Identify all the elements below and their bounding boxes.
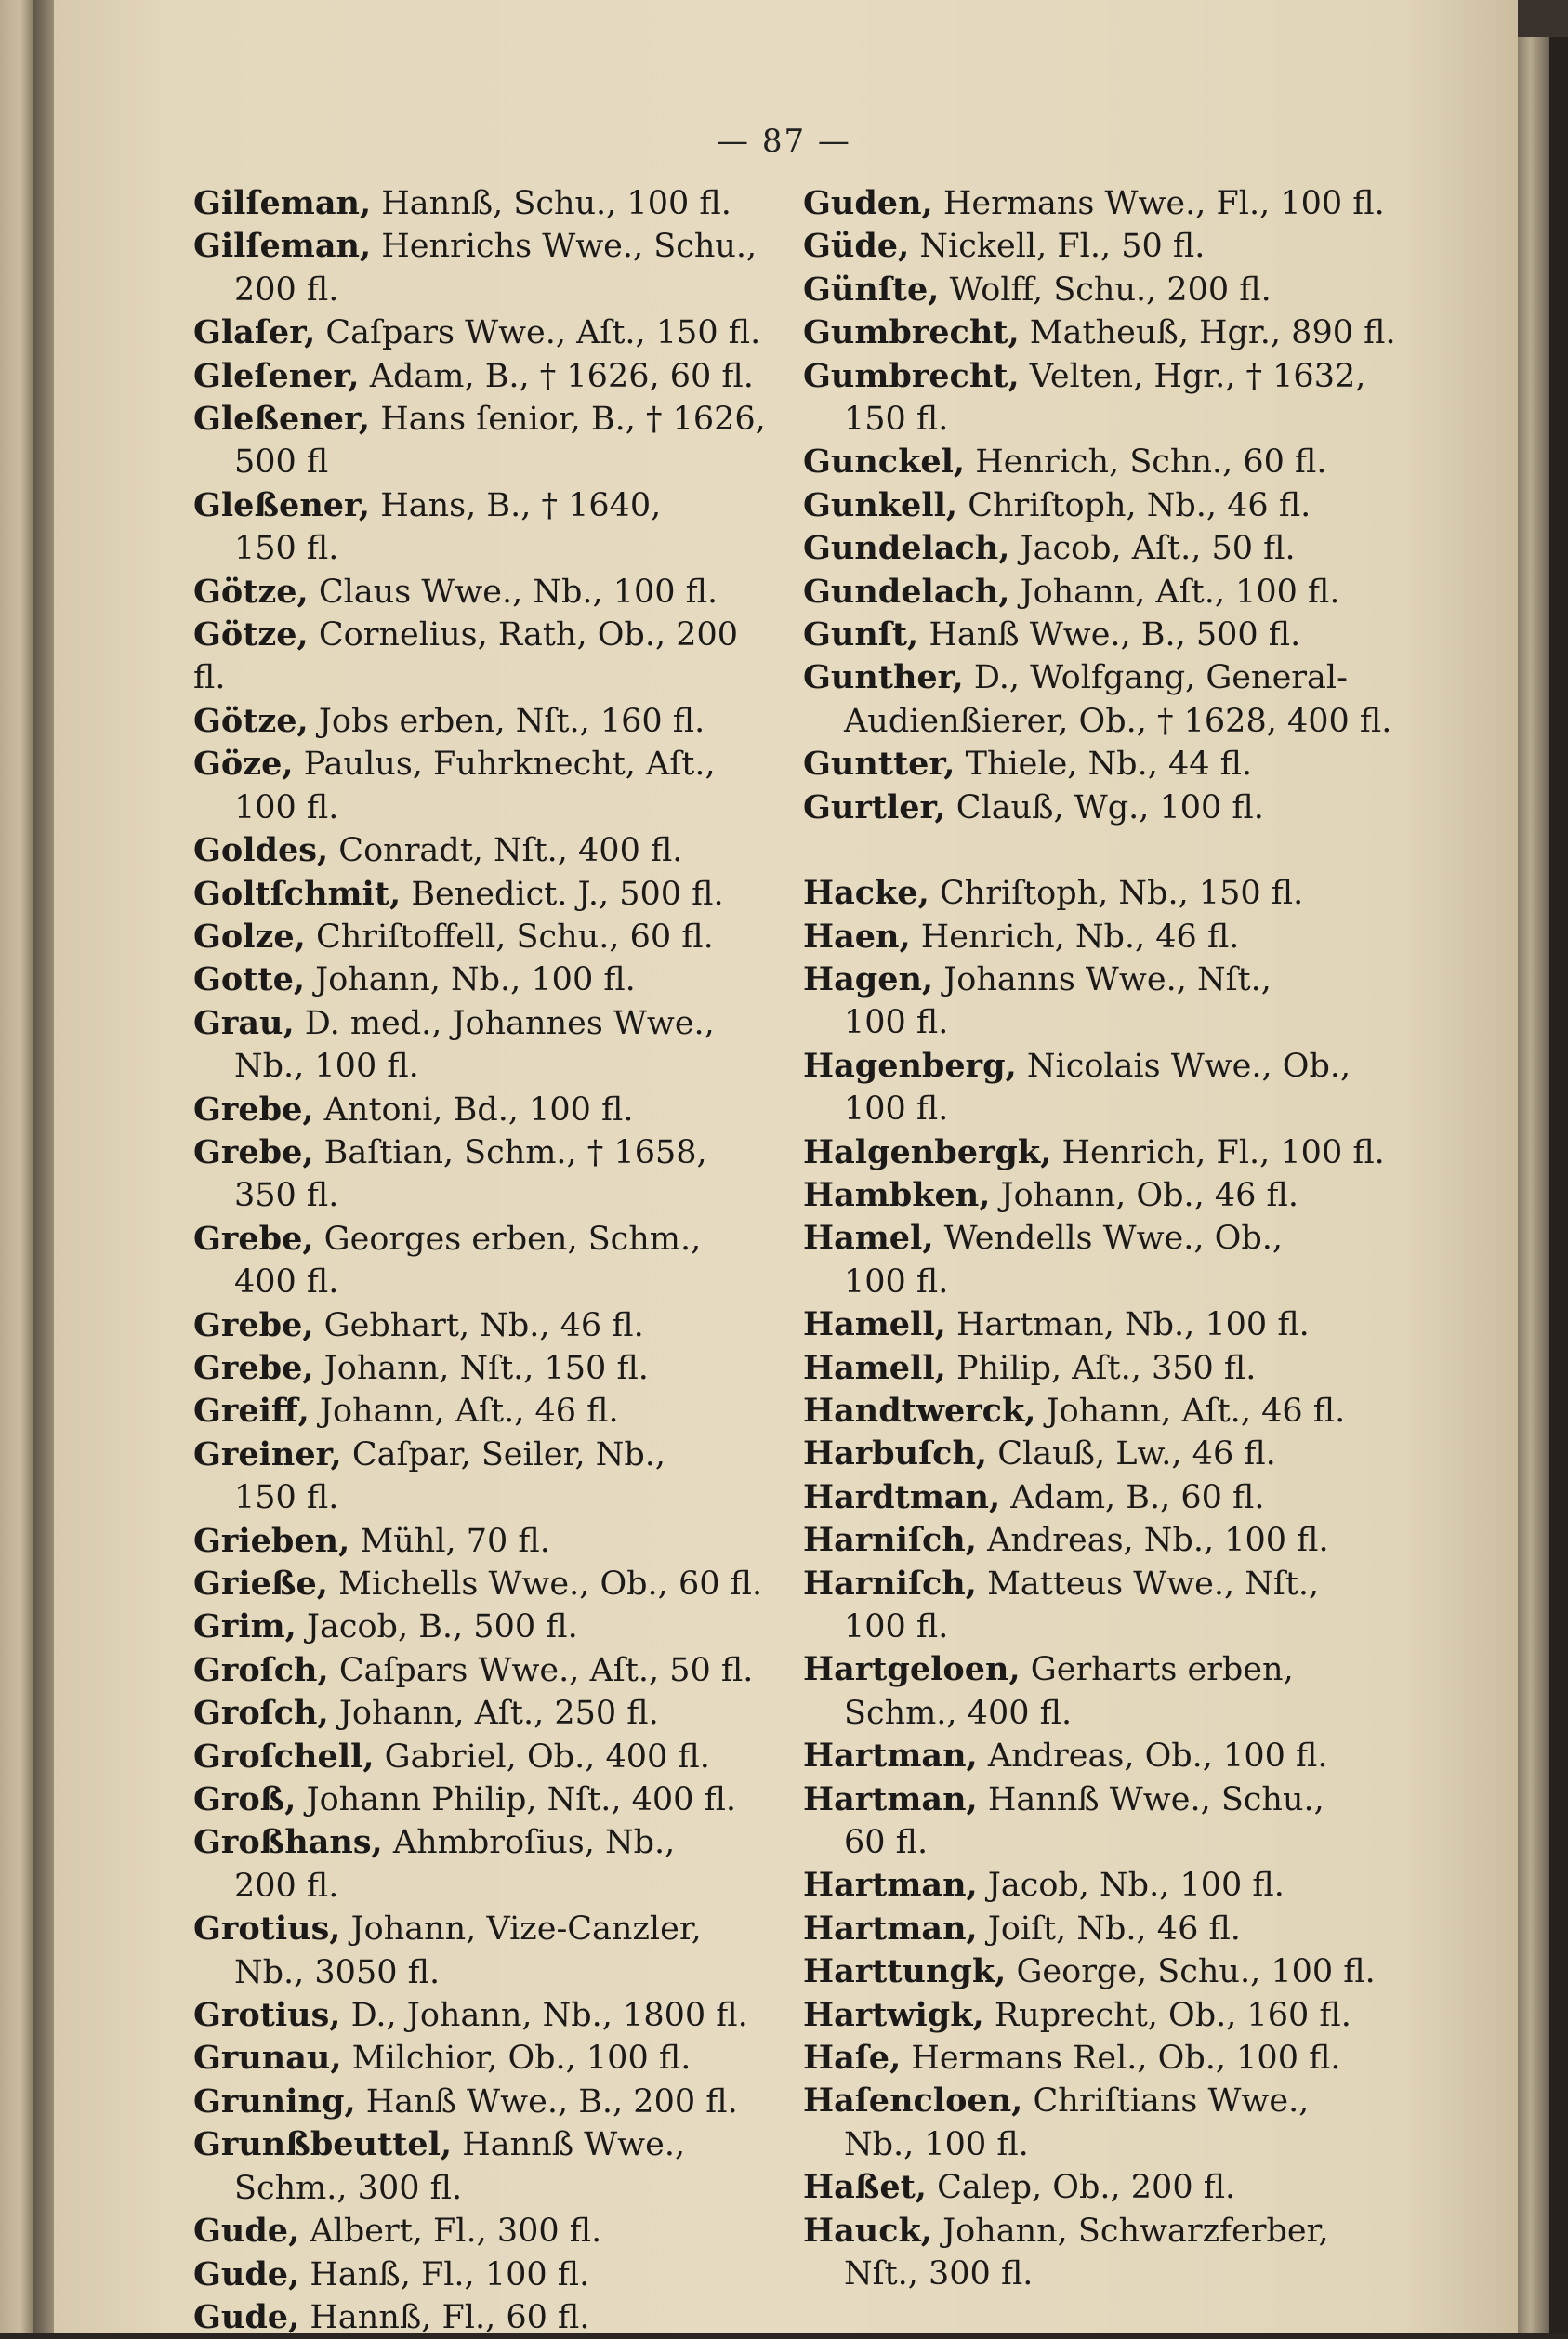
entry-details: 60 fl.: [844, 1824, 929, 1862]
register-entry: [193, 355, 770, 398]
entry-surname: Gunkell,: [803, 485, 958, 524]
entry-details: Schm., 300 fl.: [234, 2169, 463, 2207]
register-entry: [193, 571, 770, 614]
entry-details: Johann, Aſt., 250 fl.: [328, 1695, 659, 1733]
entry-surname: Gilſeman,: [193, 184, 372, 222]
entry-details: Nſt., 300 fl.: [844, 2255, 1034, 2293]
entry-details: Hannß, Fl., 60 fl.: [299, 2298, 590, 2336]
entry-surname: Gilſeman,: [193, 227, 372, 266]
entry-details: Hannß Wwe., Schu.,: [977, 1780, 1324, 1818]
register-entry: [193, 958, 770, 1001]
entry-surname: Harttungk,: [803, 1952, 1007, 1991]
entry-details: Audienßierer, Ob., † 1628, 400 fl.: [844, 702, 1392, 740]
register-entry: [803, 1347, 1398, 1390]
entry-details: Hans, B., † 1640,: [370, 486, 662, 524]
entry-surname: Hamell,: [803, 1348, 946, 1387]
entry-surname: Götze,: [193, 572, 309, 611]
entry-surname: Hagen,: [803, 959, 934, 998]
entry-details: Johann, Nb., 100 fl.: [305, 961, 636, 999]
entry-surname: Groſch,: [193, 1694, 329, 1733]
entry-details: 150 fl.: [234, 530, 339, 568]
entry-continuation-line: [803, 398, 1398, 441]
entry-details: Ruprecht, Ob., 160 fl.: [983, 1996, 1351, 2034]
entry-details: 150 fl.: [844, 401, 949, 439]
entry-surname: Güde,: [803, 227, 910, 266]
entry-details: Nicolais Wwe., Ob.,: [1016, 1047, 1351, 1085]
register-entry: [803, 1864, 1398, 1907]
entry-details: Mühl, 70 fl.: [349, 1522, 550, 1560]
entry-surname: Gumbrecht,: [803, 313, 1020, 352]
entry-details: Henrichs Wwe., Schu.,: [371, 228, 758, 266]
entry-surname: Hambken,: [803, 1175, 991, 1214]
entry-surname: Guden,: [803, 184, 933, 222]
entry-surname: Gleßener,: [193, 485, 371, 524]
entry-surname: Hartman,: [803, 1866, 978, 1905]
entry-details: D., Johann, Nb., 1800 fl.: [340, 1997, 748, 2035]
entry-details: Chriſtoffell, Schu., 60 fl.: [305, 918, 714, 956]
entry-details: Hartman, Nb., 100 fl.: [945, 1306, 1310, 1344]
entry-surname: Golze,: [193, 917, 306, 956]
entry-surname: Hamel,: [803, 1219, 934, 1258]
entry-surname: Guntter,: [803, 745, 955, 784]
register-entry: [193, 873, 770, 916]
register-entry: [803, 311, 1398, 354]
register-entry: [803, 958, 1398, 1001]
entry-details: Clauß, Wg., 100 fl.: [945, 788, 1264, 826]
register-entry: [803, 1131, 1398, 1174]
entry-surname: Grieße,: [193, 1565, 328, 1603]
entry-surname: Hartman,: [803, 1909, 978, 1948]
entry-surname: Gunſt,: [803, 615, 919, 654]
entry-surname: Gude,: [193, 2254, 300, 2293]
entry-details: Wolff, Schu., 200 fl.: [939, 271, 1272, 309]
entry-surname: Gleßener,: [193, 400, 371, 439]
register-entry: [193, 1736, 770, 1778]
register-entry: [803, 872, 1398, 915]
entry-details: Nb., 100 fl.: [844, 2125, 1029, 2163]
entry-continuation-line: [193, 1261, 770, 1303]
entry-details: 500 fl: [234, 443, 329, 482]
entry-details: Conradt, Nſt., 400 fl.: [328, 832, 683, 870]
entry-continuation-line: [803, 1606, 1398, 1648]
previous-page-edge: [0, 0, 33, 2333]
entry-surname: Hartgeloen,: [803, 1650, 1021, 1689]
register-entry: [193, 2123, 770, 2166]
entry-surname: Haen,: [803, 917, 911, 956]
register-entry: [193, 484, 770, 527]
entry-surname: Groſchell,: [193, 1737, 375, 1776]
register-entry: [193, 1434, 770, 1476]
entry-details: Nb., 3050 fl.: [234, 1953, 441, 1991]
entry-details: Johanns Wwe., Nſt.,: [933, 960, 1272, 998]
entry-surname: Grebe,: [193, 1348, 314, 1387]
entry-details: Hanß, Fl., 100 fl.: [299, 2255, 590, 2293]
entry-details: Johann, Aſt., 100 fl.: [1009, 573, 1340, 611]
entry-surname: Gunckel,: [803, 443, 966, 482]
entry-surname: Gude,: [193, 2297, 300, 2336]
entry-details: Jobs erben, Nſt., 160 fl.: [308, 702, 705, 740]
entry-details: Jacob, Nb., 100 fl.: [977, 1867, 1285, 1905]
entry-surname: Götze,: [193, 615, 309, 654]
right-column: [803, 182, 1398, 2296]
register-entry: [193, 2210, 770, 2253]
register-entry: [803, 484, 1398, 527]
register-entry: [193, 1994, 770, 2037]
register-entry: [803, 1390, 1398, 1433]
entry-details: Henrich, Schn., 60 fl.: [965, 443, 1327, 482]
entry-continuation-line: [803, 1261, 1398, 1303]
entry-details: Cornelius, Rath, Ob., 200 fl.: [193, 616, 749, 697]
entry-details: 400 fl.: [234, 1263, 339, 1302]
register-entry: [193, 2037, 770, 2080]
entry-surname: Grebe,: [193, 1219, 314, 1258]
entry-details: 100 fl.: [234, 788, 339, 826]
entry-details: Hannß Wwe.,: [452, 2126, 686, 2164]
register-entry: [193, 1606, 770, 1648]
entry-surname: Goltſchmit,: [193, 874, 402, 913]
register-entry: [803, 1950, 1398, 1993]
entry-details: Hannß, Schu., 100 fl.: [371, 185, 731, 222]
entry-details: Johann, Nſt., 150 fl.: [313, 1349, 649, 1387]
register-entry: [803, 355, 1398, 398]
entry-details: Claus Wwe., Nb., 100 fl.: [308, 573, 718, 611]
register-entry: [803, 2210, 1398, 2253]
register-entry: [193, 225, 770, 268]
register-entry: [193, 700, 770, 743]
register-entry: [803, 571, 1398, 614]
entry-details: Thiele, Nb., 44 fl.: [955, 746, 1253, 784]
entry-surname: Grotius,: [193, 1910, 341, 1949]
entry-details: 350 fl.: [234, 1177, 339, 1215]
entry-surname: Grau,: [193, 1003, 295, 1042]
register-entry: [803, 527, 1398, 570]
entry-surname: Göze,: [193, 745, 294, 784]
entry-details: Clauß, Lw., 46 fl.: [987, 1435, 1276, 1473]
entry-details: Nickell, Fl., 50 fl.: [909, 228, 1206, 266]
entry-details: Johann, Ob., 46 fl.: [990, 1176, 1298, 1214]
entry-details: Benedict. J., 500 fl.: [401, 875, 724, 913]
register-entry: [193, 829, 770, 872]
register-entry: [193, 2081, 770, 2123]
register-entry: [193, 1347, 770, 1390]
entry-details: Caſpar, Seiler, Nb.,: [341, 1435, 666, 1473]
entry-details: Chriſtoph, Nb., 46 fl.: [957, 486, 1311, 524]
entry-details: 100 fl.: [844, 1004, 949, 1042]
register-entry: [803, 1476, 1398, 1519]
register-entry: [193, 1089, 770, 1131]
entry-surname: Hartman,: [803, 1737, 978, 1776]
register-entry: [193, 2253, 770, 2296]
entry-surname: Harbuſch,: [803, 1434, 988, 1473]
entry-continuation-line: [803, 2123, 1398, 2166]
entry-details: Gabriel, Ob., 400 fl.: [374, 1738, 710, 1776]
entry-continuation-line: [193, 1951, 770, 1994]
register-entry: [803, 786, 1398, 829]
entry-details: Johann Philip, Nſt., 400 fl.: [296, 1781, 737, 1819]
entry-surname: Gundelach,: [803, 529, 1010, 568]
register-entry: [803, 1994, 1398, 2037]
entry-details: Adam, B., † 1626, 60 fl.: [359, 357, 754, 395]
register-entry: [193, 743, 770, 786]
page-number: — 87 —: [717, 123, 851, 160]
register-entry: [803, 1648, 1398, 1691]
entry-details: 150 fl.: [234, 1479, 339, 1517]
register-entry: [193, 1908, 770, 1950]
entry-details: Hermans Wwe., Fl., 100 fl.: [932, 185, 1385, 222]
entry-surname: Harniſch,: [803, 1521, 977, 1560]
entry-surname: Gotte,: [193, 960, 306, 999]
register-entry: [803, 225, 1398, 268]
entry-continuation-line: [193, 1476, 770, 1519]
entry-continuation-line: [193, 1045, 770, 1088]
entry-details: 200 fl.: [234, 1867, 339, 1905]
register-entry: [193, 398, 770, 441]
register-entry: [803, 1303, 1398, 1346]
entry-details: Schm., 400 fl.: [844, 1694, 1073, 1732]
entry-details: Georges erben, Schm.,: [313, 1220, 702, 1258]
register-entry: [193, 614, 770, 700]
entry-surname: Grotius,: [193, 1996, 341, 2035]
page-corner-shadow: [1518, 0, 1568, 37]
entry-surname: Großhans,: [193, 1823, 383, 1862]
register-entry: [803, 182, 1398, 225]
register-entry: [193, 1131, 770, 1174]
entry-details: 100 fl.: [844, 1608, 949, 1645]
entry-details: Matheuß, Hgr., 890 fl.: [1019, 314, 1396, 352]
register-entry: [193, 2296, 770, 2339]
entry-surname: Haſencloen,: [803, 2081, 1023, 2121]
entry-details: Henrich, Fl., 100 fl.: [1051, 1133, 1385, 1171]
entry-surname: Groſch,: [193, 1650, 329, 1689]
entry-surname: Hardtman,: [803, 1477, 1001, 1516]
entry-surname: Götze,: [193, 701, 309, 740]
register-entry: [193, 1390, 770, 1433]
page-fore-edge: [1518, 37, 1549, 2333]
entry-continuation-line: [193, 1865, 770, 1908]
entry-surname: Hagenberg,: [803, 1046, 1017, 1085]
entry-surname: Handtwerck,: [803, 1391, 1036, 1430]
entry-details: Andreas, Ob., 100 fl.: [977, 1738, 1328, 1776]
entry-details: Gebhart, Nb., 46 fl.: [313, 1306, 644, 1344]
register-entry: [193, 311, 770, 354]
entry-surname: Hartman,: [803, 1779, 978, 1818]
entry-details: 200 fl.: [234, 271, 339, 309]
entry-continuation-line: [803, 1088, 1398, 1130]
entry-continuation-line: [193, 2167, 770, 2210]
entry-surname: Greiner,: [193, 1434, 342, 1473]
entry-continuation-line: [193, 527, 770, 570]
register-entry: [803, 1433, 1398, 1475]
register-entry: [193, 182, 770, 225]
entry-surname: Gumbrecht,: [803, 356, 1020, 395]
register-entry: [803, 1563, 1398, 1606]
entry-surname: Grunau,: [193, 2039, 342, 2078]
entry-surname: Grieben,: [193, 1521, 350, 1560]
entry-surname: Harniſch,: [803, 1564, 977, 1603]
entry-surname: Hartwigk,: [803, 1995, 984, 2034]
entry-continuation-line: [193, 269, 770, 311]
register-entry: [193, 1563, 770, 1606]
entry-surname: Gleſener,: [193, 356, 360, 395]
register-entry: [803, 743, 1398, 786]
register-entry: [193, 1304, 770, 1347]
entry-details: Johann, Schwarzferber,: [931, 2212, 1329, 2250]
entry-details: Velten, Hgr., † 1632,: [1019, 357, 1366, 395]
entry-surname: Hamell,: [803, 1305, 946, 1344]
entry-surname: Gruning,: [193, 2081, 356, 2121]
entry-details: Jacob, B., 500 fl.: [296, 1608, 578, 1646]
entry-details: Milchior, Ob., 100 fl.: [341, 2040, 692, 2078]
entry-details: Baſtian, Schm., † 1658,: [313, 1133, 707, 1171]
entry-surname: Grunßbeuttel,: [193, 2125, 453, 2164]
entry-surname: Hacke,: [803, 874, 929, 913]
register-entry: [803, 1778, 1398, 1821]
entry-details: Paulus, Fuhrknecht, Aſt.,: [293, 746, 716, 784]
entry-details: Hans ſenior, B., † 1626,: [370, 401, 766, 439]
entry-surname: Gunther,: [803, 658, 964, 697]
entry-details: Matteus Wwe., Nſt.,: [976, 1565, 1320, 1603]
entry-details: Calep, Ob., 200 fl.: [926, 2169, 1236, 2207]
entry-details: Ahmbroſius, Nb.,: [382, 1824, 676, 1862]
entry-continuation-line: [803, 700, 1398, 743]
entry-details: Caſpars Wwe., Aſt., 50 fl.: [328, 1651, 754, 1689]
entry-details: Johann, Vize-Canzler,: [340, 1910, 702, 1949]
register-entry: [803, 269, 1398, 311]
entry-details: Wendells Wwe., Ob.,: [933, 1220, 1283, 1258]
register-entry: [803, 2166, 1398, 2209]
register-entry: [193, 1649, 770, 1692]
entry-continuation-line: [803, 2253, 1398, 2295]
register-entry: [193, 1692, 770, 1735]
register-entry: [803, 1045, 1398, 1088]
entry-details: Jacob, Aſt., 50 fl.: [1009, 530, 1296, 568]
register-entry: [193, 1520, 770, 1563]
entry-surname: Haßet,: [803, 2168, 927, 2207]
register-entry: [803, 656, 1398, 699]
entry-surname: Hauck,: [803, 2211, 932, 2250]
register-entry: [803, 441, 1398, 483]
entry-details: D., Wolfgang, General-: [963, 659, 1348, 697]
entry-surname: Grebe,: [193, 1090, 314, 1129]
entry-details: Joiſt, Nb., 46 fl.: [977, 1910, 1241, 1948]
entry-details: Gerharts erben,: [1020, 1651, 1294, 1689]
entry-surname: Günſte,: [803, 270, 940, 309]
entry-surname: Groß,: [193, 1780, 296, 1819]
entry-surname: Gundelach,: [803, 572, 1010, 611]
entry-details: Johann, Aſt., 46 fl.: [1035, 1392, 1346, 1430]
register-entry: [803, 916, 1398, 958]
book-gutter: [33, 0, 54, 2333]
entry-continuation-line: [193, 441, 770, 483]
register-entry: [803, 1519, 1398, 1562]
entry-continuation-line: [803, 1692, 1398, 1735]
entry-continuation-line: [803, 1001, 1398, 1044]
entry-details: D. med., Johannes Wwe.,: [294, 1004, 715, 1042]
register-entry: [193, 916, 770, 958]
entry-surname: Gurtler,: [803, 787, 946, 826]
entry-details: Caſpars Wwe., Aſt., 150 fl.: [315, 314, 761, 352]
entry-details: George, Schu., 100 fl.: [1006, 1953, 1376, 1991]
register-entry: [803, 1174, 1398, 1217]
entry-continuation-line: [803, 1821, 1398, 1864]
entry-surname: Grebe,: [193, 1132, 314, 1171]
register-entry: [803, 1908, 1398, 1950]
entry-details: Adam, B., 60 fl.: [1000, 1478, 1265, 1516]
register-entry: [193, 1778, 770, 1821]
entry-continuation-line: [193, 1174, 770, 1217]
entry-details: Hermans Rel., Ob., 100 fl.: [901, 2040, 1341, 2078]
register-entry: [803, 2037, 1398, 2080]
entry-details: Michells Wwe., Ob., 60 fl.: [327, 1566, 763, 1603]
entry-details: Chriſtians Wwe.,: [1022, 2082, 1310, 2121]
entry-surname: Greiff,: [193, 1392, 310, 1431]
entry-surname: Haſe,: [803, 2039, 902, 2078]
entry-details: Philip, Aſt., 350 fl.: [945, 1349, 1257, 1387]
left-column: [193, 182, 770, 2339]
entry-surname: Halgenbergk,: [803, 1132, 1052, 1171]
entry-surname: Grebe,: [193, 1305, 314, 1344]
entry-details: Chriſtoph, Nb., 150 fl.: [929, 875, 1304, 913]
entry-details: Johann, Aſt., 46 fl.: [309, 1393, 619, 1431]
entry-surname: Goldes,: [193, 831, 329, 870]
entry-details: Hanß Wwe., B., 200 fl.: [355, 2082, 738, 2121]
entry-details: Andreas, Nb., 100 fl.: [976, 1522, 1329, 1560]
entry-details: Nb., 100 fl.: [234, 1048, 419, 1086]
register-entry: [803, 2080, 1398, 2122]
register-entry: [193, 1218, 770, 1261]
entry-surname: Glaſer,: [193, 313, 316, 352]
entry-details: Henrich, Nb., 46 fl.: [910, 918, 1240, 956]
entry-details: 100 fl.: [844, 1090, 949, 1129]
register-entry: [193, 1821, 770, 1864]
entry-continuation-line: [193, 786, 770, 829]
register-entry: [803, 1217, 1398, 1260]
entry-details: Antoni, Bd., 100 fl.: [313, 1090, 634, 1129]
entry-surname: Grim,: [193, 1607, 296, 1646]
register-entry: [193, 1002, 770, 1045]
section-gap: [803, 829, 1398, 872]
register-entry: [803, 1735, 1398, 1777]
register-entry: [803, 614, 1398, 656]
entry-details: Albert, Fl., 300 fl.: [299, 2213, 602, 2251]
entry-details: Hanß Wwe., B., 500 fl.: [918, 616, 1301, 654]
entry-details: 100 fl.: [844, 1262, 949, 1301]
entry-surname: Gude,: [193, 2212, 300, 2251]
